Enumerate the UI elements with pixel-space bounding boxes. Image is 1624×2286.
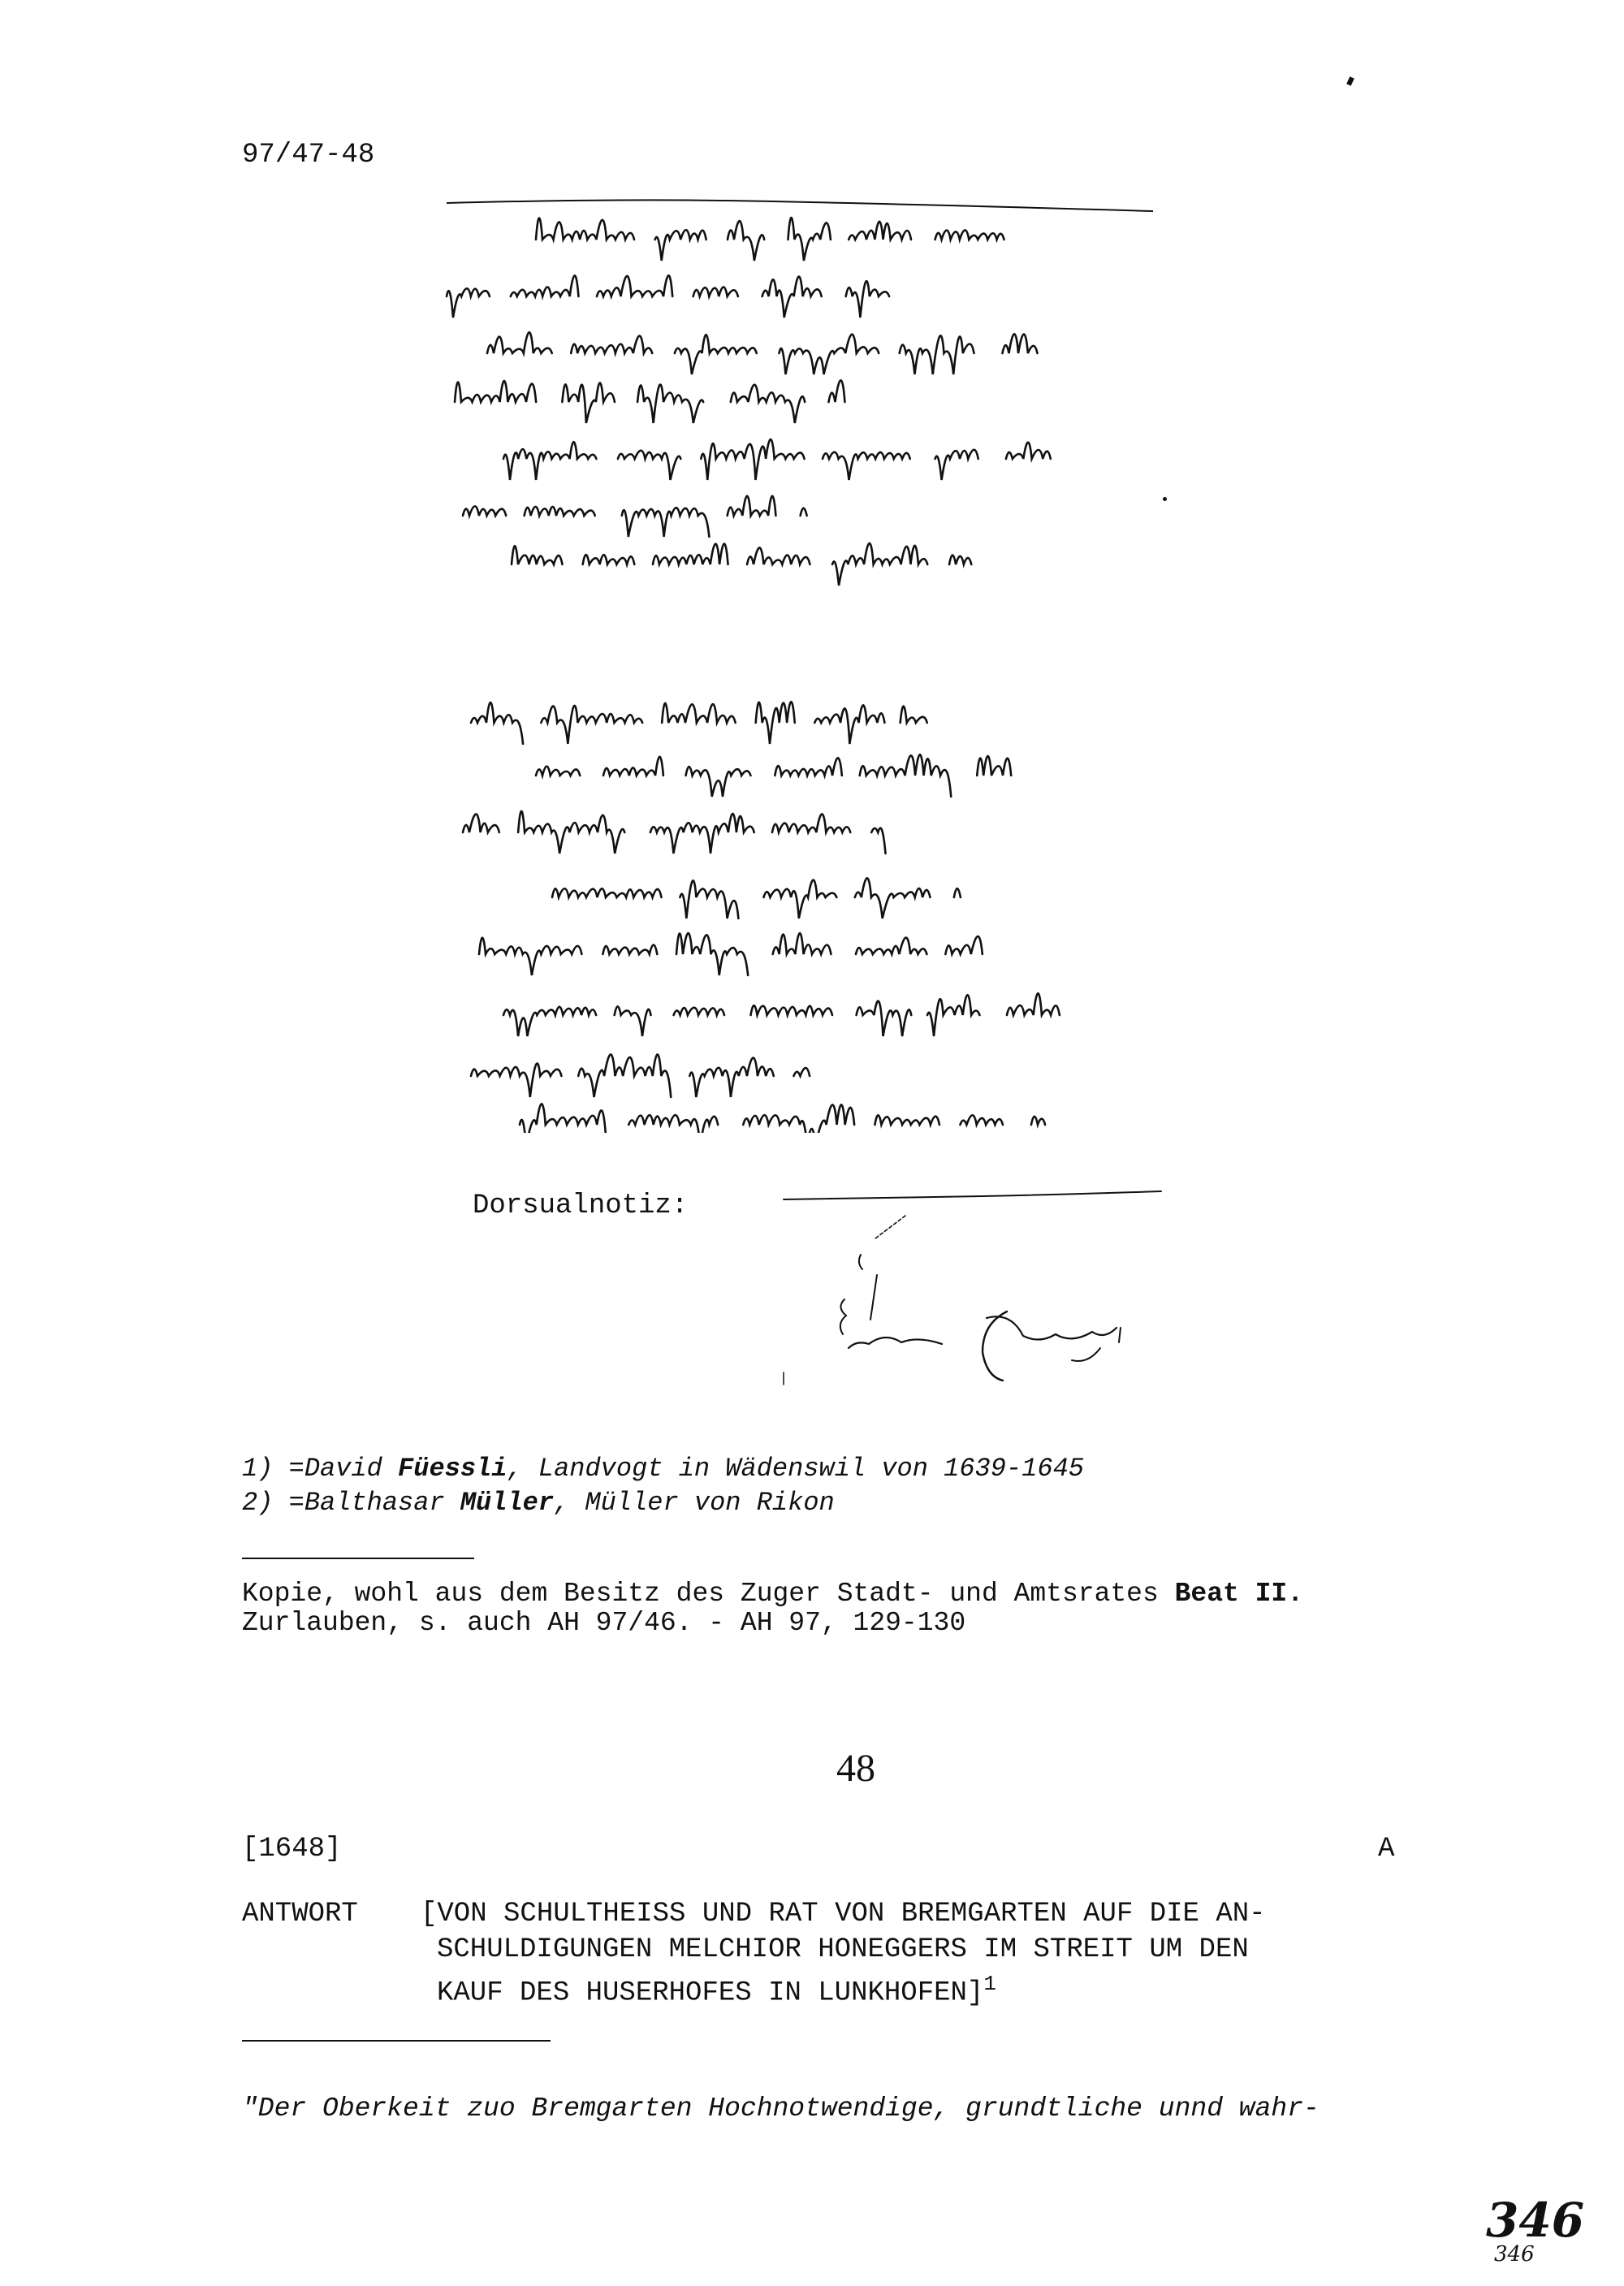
quote-text: "Der Oberkeit zuo Bremgarten Hochnotwendige, grundtliche unnd wahr- [242,2094,1320,2124]
script-line-stanza2 [615,1006,651,1036]
script-line-stanza2 [1031,1117,1045,1125]
script-line-stanza1 [935,230,1004,240]
page-number-main: 346 [1486,2193,1585,2248]
document-number: 48 [836,1747,875,1790]
document-letter: A [1378,1834,1395,1865]
script-line-stanza1 [653,544,728,564]
script-line-stanza1 [801,508,807,516]
heading-divider [242,2040,551,2042]
script-line-stanza2 [689,1058,773,1097]
script-line-stanza2 [650,814,754,853]
script-line-stanza1 [762,276,822,318]
heading-line: SCHULDIGUNGEN MELCHIOR HONEGGERS IM STREIT UM DEN [437,1934,1249,1965]
script-line-stanza2 [552,888,661,897]
footnote-text: =Balthasar [288,1488,460,1518]
script-line-stanza2 [927,995,979,1036]
script-line-stanza1 [583,555,635,564]
page-number-small: 346 [1494,2242,1535,2267]
script-line-stanza1 [728,496,776,516]
footnote-text: , Landvogt in Wädenswil von 1639-1645 [507,1454,1084,1484]
speck [1163,497,1167,501]
script-line-stanza2 [662,703,735,723]
script-line-stanza2 [793,1068,810,1076]
page-number [1486,2193,1585,2267]
manuscript-image [438,191,1169,1133]
script-line-stanza1 [463,506,506,516]
script-line-stanza2 [751,1005,832,1015]
script-line-stanza1 [622,508,710,537]
script-line-stanza1 [728,221,764,261]
script-line-stanza1 [637,385,703,423]
script-line-stanza1 [455,381,536,402]
script-line-stanza1 [512,546,562,564]
script-line-stanza2 [520,1104,607,1133]
document-reference: 97/47-48 [242,140,375,171]
script-line-stanza2 [960,1115,1003,1125]
footnote-number: 2) [242,1488,274,1518]
script-line-stanza1 [511,275,579,296]
source-note [242,1579,1303,1638]
script-line-stanza2 [977,756,1011,776]
script-line-stanza1 [1006,443,1051,459]
script-line-stanza1 [949,555,971,564]
manuscript-strokes [438,191,1169,1133]
speck [1346,76,1354,86]
script-line-stanza2 [954,888,961,897]
script-line-stanza2 [676,933,748,975]
script-line-stanza1 [693,287,738,296]
source-line [242,1579,1303,1609]
script-line-stanza1 [849,222,911,240]
script-line-stanza2 [772,814,850,832]
script-line-stanza2 [775,758,841,776]
script-line-stanza2 [855,878,931,918]
script-line-stanza2 [680,880,738,918]
script-line-stanza2 [875,1115,939,1125]
script-line-stanza1 [571,336,652,353]
footnote-text: =David [288,1454,399,1484]
footnote-name: Füessli [398,1454,508,1484]
script-line-stanza1 [675,335,757,374]
footnote-1 [242,1454,1084,1484]
footnote-text: , Müller von Rikon [554,1488,835,1518]
script-line-stanza2 [763,880,836,918]
script-line-stanza2 [541,706,642,744]
script-line-stanza2 [1007,993,1060,1015]
footnote-number: 1) [242,1454,274,1484]
footnote-name: Müller [460,1488,555,1518]
document-date: [1648] [242,1834,342,1865]
script-line-stanza1 [788,218,830,261]
script-line-stanza1 [900,335,974,374]
script-line-stanza2 [479,938,581,975]
script-line-stanza1 [823,452,910,480]
script-line-stanza2 [471,702,523,744]
script-line-stanza1 [747,547,810,564]
script-line-stanza1 [701,439,804,480]
script-line-stanza2 [773,933,831,954]
script-line-stanza2 [901,707,927,723]
script-line-stanza1 [935,450,978,480]
source-line: Zurlauben, s. auch AH 97/46. - AH 97, 129-130 [242,1608,966,1638]
script-line-stanza2 [756,702,795,744]
script-line-stanza1 [562,382,615,423]
heading-line-final [437,1972,996,2008]
script-line-stanza2 [743,1104,854,1133]
script-line-stanza2 [603,945,657,954]
source-text: Kopie, wohl aus dem Besitz des Zuger Stadt- und Amtsrates [242,1579,1175,1609]
script-line-stanza1 [731,385,805,423]
script-line-stanza2 [463,814,499,832]
script-line-stanza2 [814,705,884,744]
heading-lead: ANTWORT [242,1899,358,1929]
script-line-stanza1 [832,543,927,586]
script-line-stanza1 [655,230,706,261]
script-line-stanza2 [628,1115,718,1133]
script-line-stanza1 [779,335,879,374]
dorsal-signature [780,1182,1186,1401]
script-line-stanza1 [487,332,552,353]
script-line-stanza2 [536,767,580,776]
script-line-stanza2 [603,757,663,776]
script-line-stanza2 [860,754,951,797]
dorsal-label: Dorsualnotiz: [473,1191,689,1221]
script-line-stanza1 [536,218,634,240]
script-line-stanza1 [618,451,680,480]
script-line-stanza2 [503,1007,596,1036]
heading-text: KAUF DES HUSERHOFES IN LUNKHOFEN] [437,1977,984,2009]
footnote-2 [242,1488,835,1518]
script-line-stanza2 [871,828,885,853]
script-line-stanza2 [686,767,751,797]
source-name: Beat II. [1174,1579,1304,1609]
section-divider [242,1558,474,1559]
script-line-stanza1 [1002,334,1037,353]
script-line-stanza2 [945,936,982,954]
script-line-stanza2 [471,1064,561,1097]
script-line-stanza2 [518,811,624,853]
script-line-stanza1 [447,288,490,318]
script-line-stanza1 [525,507,595,516]
script-line-stanza1 [597,275,672,296]
script-line-stanza1 [828,380,844,402]
script-line-stanza2 [856,938,926,954]
heading-footnote-ref: 1 [983,1972,996,1996]
script-line-stanza1 [846,281,889,318]
script-line-stanza2 [857,1001,912,1036]
script-line-stanza2 [578,1054,671,1097]
heading-line: [VON SCHULTHEISS UND RAT VON BREMGARTEN AUF DIE AN- [421,1899,1266,1929]
script-line-stanza1 [503,442,596,480]
script-line-stanza2 [674,1008,724,1015]
